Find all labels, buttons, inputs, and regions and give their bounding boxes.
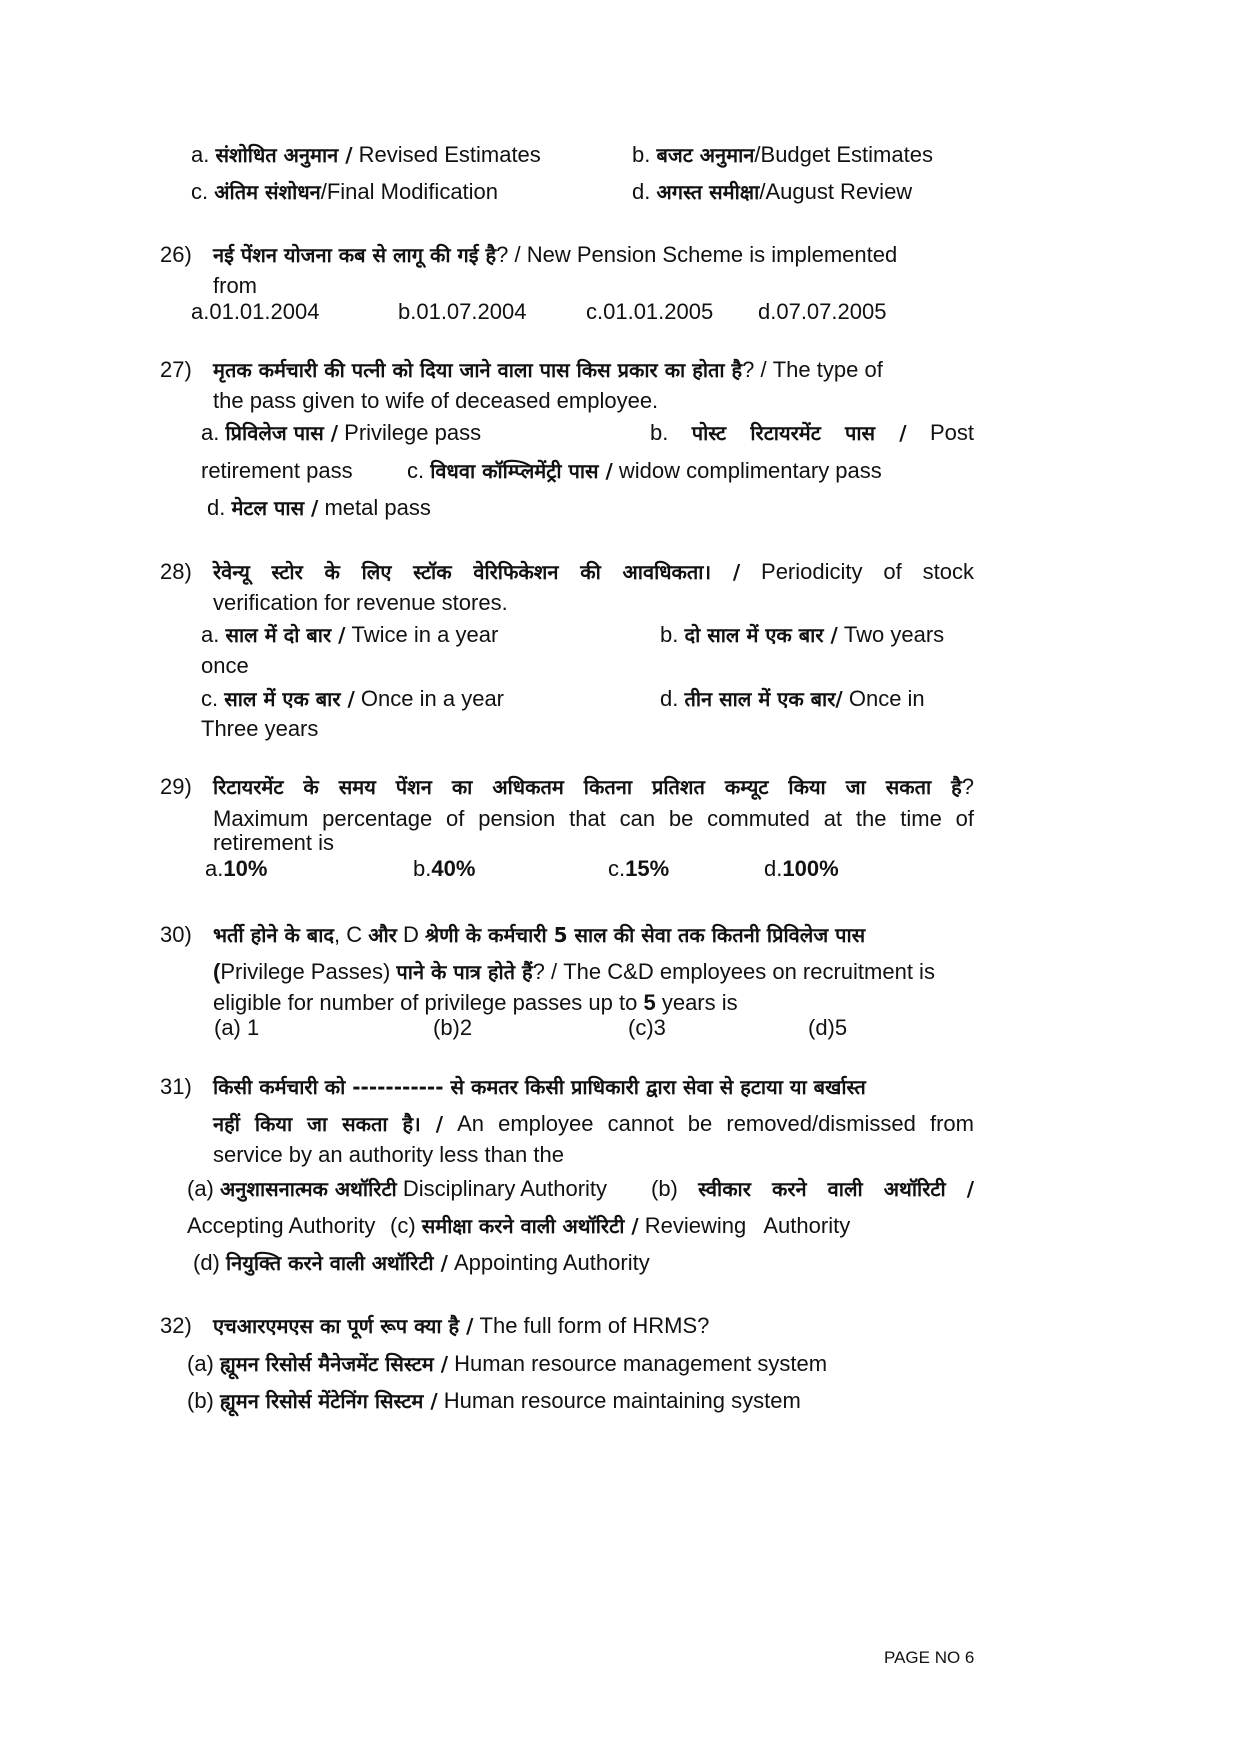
option-d: d. तीन साल में एक बार/ Once in	[660, 686, 925, 711]
question-number: 32)	[160, 1313, 192, 1338]
option-c: c. विधवा कॉम्प्लिमेंट्री पास / widow complimentary pass	[407, 458, 882, 483]
question-text: एचआरएमएस का पूर्ण रूप क्या है / The full form of HRMS?	[213, 1313, 710, 1338]
option-b: b.01.07.2004	[398, 299, 527, 324]
option-a: (a) अनुशासनात्मक अथॉरिटी Disciplinary Authority	[187, 1176, 608, 1201]
option-d: (d)5	[808, 1015, 848, 1040]
option-c: (c)3	[628, 1015, 666, 1040]
question-text-cont: from	[213, 273, 257, 298]
option-b-cont: retirement pass	[201, 458, 353, 483]
option-a: (a) ह्यूमन रिसोर्स मैनेजमेंट सिस्टम / Human resource management system	[187, 1351, 828, 1376]
option-b: (b) ह्यूमन रिसोर्स मेंटेनिंग सिस्टम / Human resource maintaining system	[187, 1388, 801, 1413]
question-number: 28)	[160, 559, 192, 584]
option-a: a.10%	[205, 856, 268, 881]
question-text-cont2: service by an authority less than the	[213, 1142, 564, 1167]
option-d: d. मेटल पास / metal pass	[207, 495, 431, 520]
option-c: c. साल में एक बार / Once in a year	[201, 686, 504, 711]
question-text: किसी कर्मचारी को ----------- से कमतर किसी प्राधिकारी द्वारा सेवा से हटाया या बर्खास्त	[213, 1075, 866, 1099]
question-text: रेवेन्यू स्टोर के लिए स्टॉक वेरिफिकेशन की आवधिकता। / Periodicity of stock	[213, 559, 974, 584]
question-text: भर्ती होने के बाद, C और D श्रेणी के कर्मचारी 5 साल की सेवा तक कितनी प्रिविलेज पास	[213, 922, 866, 947]
question-text-cont: नहीं किया जा सकता है। / An employee cannot be removed/dismissed from	[213, 1111, 974, 1136]
q25-option-b: b. बजट अनुमान/Budget Estimates	[632, 142, 933, 167]
question-number: 26)	[160, 242, 192, 267]
option-a: a.01.01.2004	[191, 299, 320, 324]
option-b: b.40%	[413, 856, 476, 881]
question-text: मृतक कर्मचारी की पत्नी को दिया जाने वाला पास किस प्रकार का होता है? / The type of	[213, 357, 883, 382]
option-c: c.15%	[608, 856, 670, 881]
question-number: 29)	[160, 774, 192, 799]
question-text-cont: (Privilege Passes) पाने के पात्र होते हैं? / The C&D employees on recruitment is	[213, 959, 935, 984]
question-number: 31)	[160, 1074, 192, 1099]
question-number: 27)	[160, 357, 192, 382]
question-text: नई पेंशन योजना कब से लागू की गई है? / New Pension Scheme is implemented	[213, 242, 898, 267]
option-c: (c) समीक्षा करने वाली अथॉरिटी / Reviewing Authority	[390, 1213, 851, 1238]
q25-option-d: d. अगस्त समीक्षा/August Review	[632, 179, 913, 204]
option-d: d.07.07.2005	[758, 299, 887, 324]
page-number: PAGE NO 6	[884, 1648, 975, 1667]
option-a: a. प्रिविलेज पास / Privilege pass	[201, 420, 482, 445]
option-b-cont: Accepting Authority	[187, 1213, 376, 1238]
option-b: (b)2	[433, 1015, 473, 1040]
option-a: a. साल में दो बार / Twice in a year	[201, 622, 499, 647]
option-b: (b) स्वीकार करने वाली अथॉरिटी /	[651, 1176, 975, 1201]
question-number: 30)	[160, 922, 192, 947]
option-d-cont: Three years	[201, 716, 319, 741]
question-text-cont2: eligible for number of privilege passes up to 5 years is	[213, 990, 738, 1015]
option-c: c.01.01.2005	[586, 299, 714, 324]
q25-option-a: a. संशोधित अनुमान / Revised Estimates	[191, 142, 541, 167]
question-text: रिटायरमेंट के समय पेंशन का अधिकतम कितना प्रतिशत कम्यूट किया जा सकता है?	[213, 774, 974, 799]
option-b: b. दो साल में एक बार / Two years	[660, 622, 945, 647]
option-b: b. पोस्ट रिटायरमेंट पास / Post	[650, 420, 975, 445]
question-text-cont: retirement is	[213, 830, 335, 855]
option-d: d.100%	[764, 856, 839, 881]
option-a: (a) 1	[214, 1015, 260, 1040]
question-text-cont: the pass given to wife of deceased employee.	[213, 388, 659, 413]
option-d: (d) नियुक्ति करने वाली अथॉरिटी / Appointing Authority	[193, 1250, 650, 1275]
q25-option-c: c. अंतिम संशोधन/Final Modification	[191, 179, 499, 204]
question-text-cont: verification for revenue stores.	[213, 590, 508, 615]
option-b-cont: once	[201, 653, 249, 678]
question-text-en: Maximum percentage of pension that can be commuted at the time of	[213, 806, 974, 831]
